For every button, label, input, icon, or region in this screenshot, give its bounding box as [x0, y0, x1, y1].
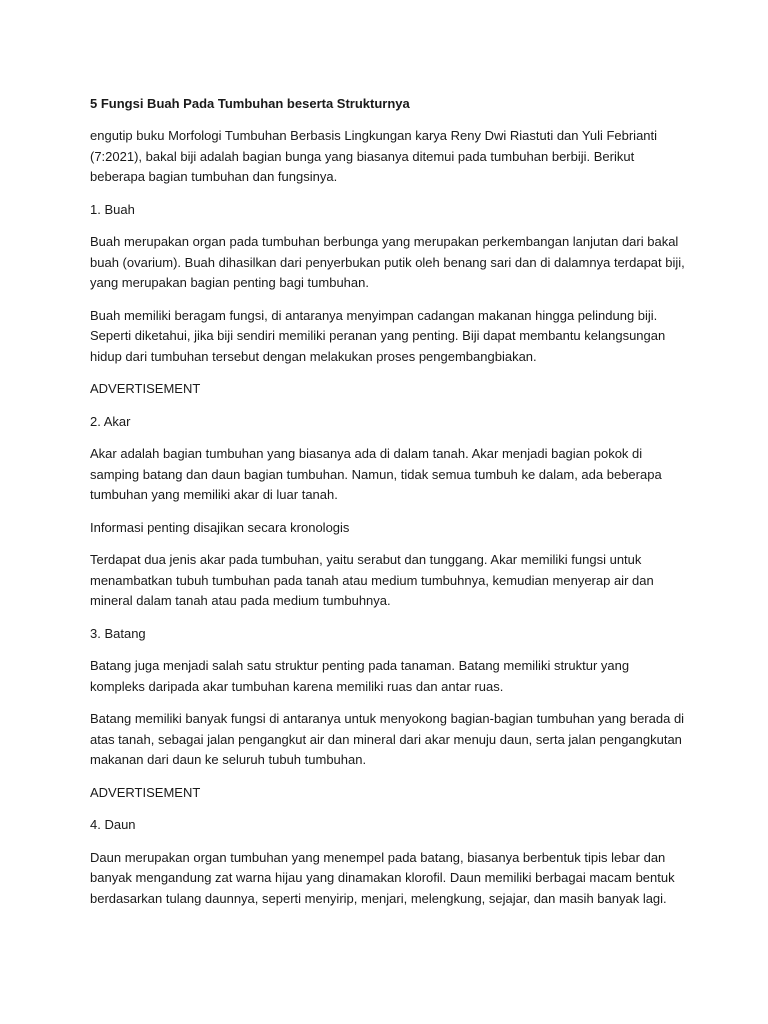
section-heading-batang: 3. Batang: [90, 625, 146, 641]
paragraph-akar-2: Terdapat dua jenis akar pada tumbuhan, yaitu serabut dan tunggang. Akar memiliki fungsi untuk menambatkan tubuh tumbuhan pada tanah atau medium tumbuhnya, kemudian menyerap air dan mineral dalam tanah atau pada medium tumbuhnya.: [90, 552, 654, 608]
document-body: [90, 94, 686, 921]
info-note: Informasi penting disajikan secara kronologis: [90, 519, 350, 535]
document-title: 5 Fungsi Buah Pada Tumbuhan beserta Strukturnya: [90, 96, 410, 111]
section-heading-buah: 1. Buah: [90, 201, 135, 217]
paragraph-daun-1: Daun merupakan organ tumbuhan yang menempel pada batang, biasanya berbentuk tipis lebar dan banyak mengandung zat warna hijau yang dinamakan klorofil. Daun memiliki berbagai macam bentuk berdasarkan tulang daunnya, seperti menyirip, menjari, melengkung, sejajar, dan masih banyak lagi.: [90, 849, 675, 906]
paragraph-intro: engutip buku Morfologi Tumbuhan Berbasis Lingkungan karya Reny Dwi Riastuti dan Yuli Febrianti (7:2021), bakal biji adalah bagian bunga yang biasanya ditemui pada tumbuhan berbiji. Berikut beberapa bagian tumbuhan dan fungsinya.: [90, 128, 658, 184]
advertisement-label: ADVERTISEMENT: [90, 381, 201, 396]
paragraph-batang-2: Batang memiliki banyak fungsi di antaranya untuk menyokong bagian-bagian tumbuhan yang berada di atas tanah, sebagai jalan pengangkut air dan mineral dari akar menuju daun, serta jalan pengangkutan makanan dari daun ke seluruh tubuh tumbuhan.: [90, 711, 685, 767]
paragraph-buah-1: Buah merupakan organ pada tumbuhan berbunga yang merupakan perkembangan lanjutan dari bakal buah (ovarium). Buah dihasilkan dari penyerbukan putik oleh benang sari dan di dalamnya terdapat biji, yang merupakan bagian penting bagi tumbuhan.: [90, 234, 685, 290]
paragraph-batang-1: Batang juga menjadi salah satu struktur penting pada tanaman. Batang memiliki struktur yang kompleks daripada akar tumbuhan karena memiliki ruas dan antar ruas.: [90, 658, 630, 694]
section-heading-akar: 2. Akar: [90, 413, 131, 429]
section-heading-daun: 4. Daun: [90, 817, 136, 832]
advertisement-label: ADVERTISEMENT: [90, 784, 201, 800]
paragraph-buah-2: Buah memiliki beragam fungsi, di antaranya menyimpan cadangan makanan hingga pelindung biji. Seperti diketahui, jika biji sendiri memiliki peranan yang penting. Biji dapat membantu kelangsungan hidup dari tumbuhan tersebut dengan melakukan proses pengembangbiakan.: [90, 307, 666, 364]
paragraph-akar-1: Akar adalah bagian tumbuhan yang biasanya ada di dalam tanah. Akar menjadi bagian pokok di samping batang dan daun bagian tumbuhan. Namun, tidak semua tumbuh ke dalam, ada beberapa tumbuhan yang memiliki akar di luar tanah.: [90, 446, 662, 502]
